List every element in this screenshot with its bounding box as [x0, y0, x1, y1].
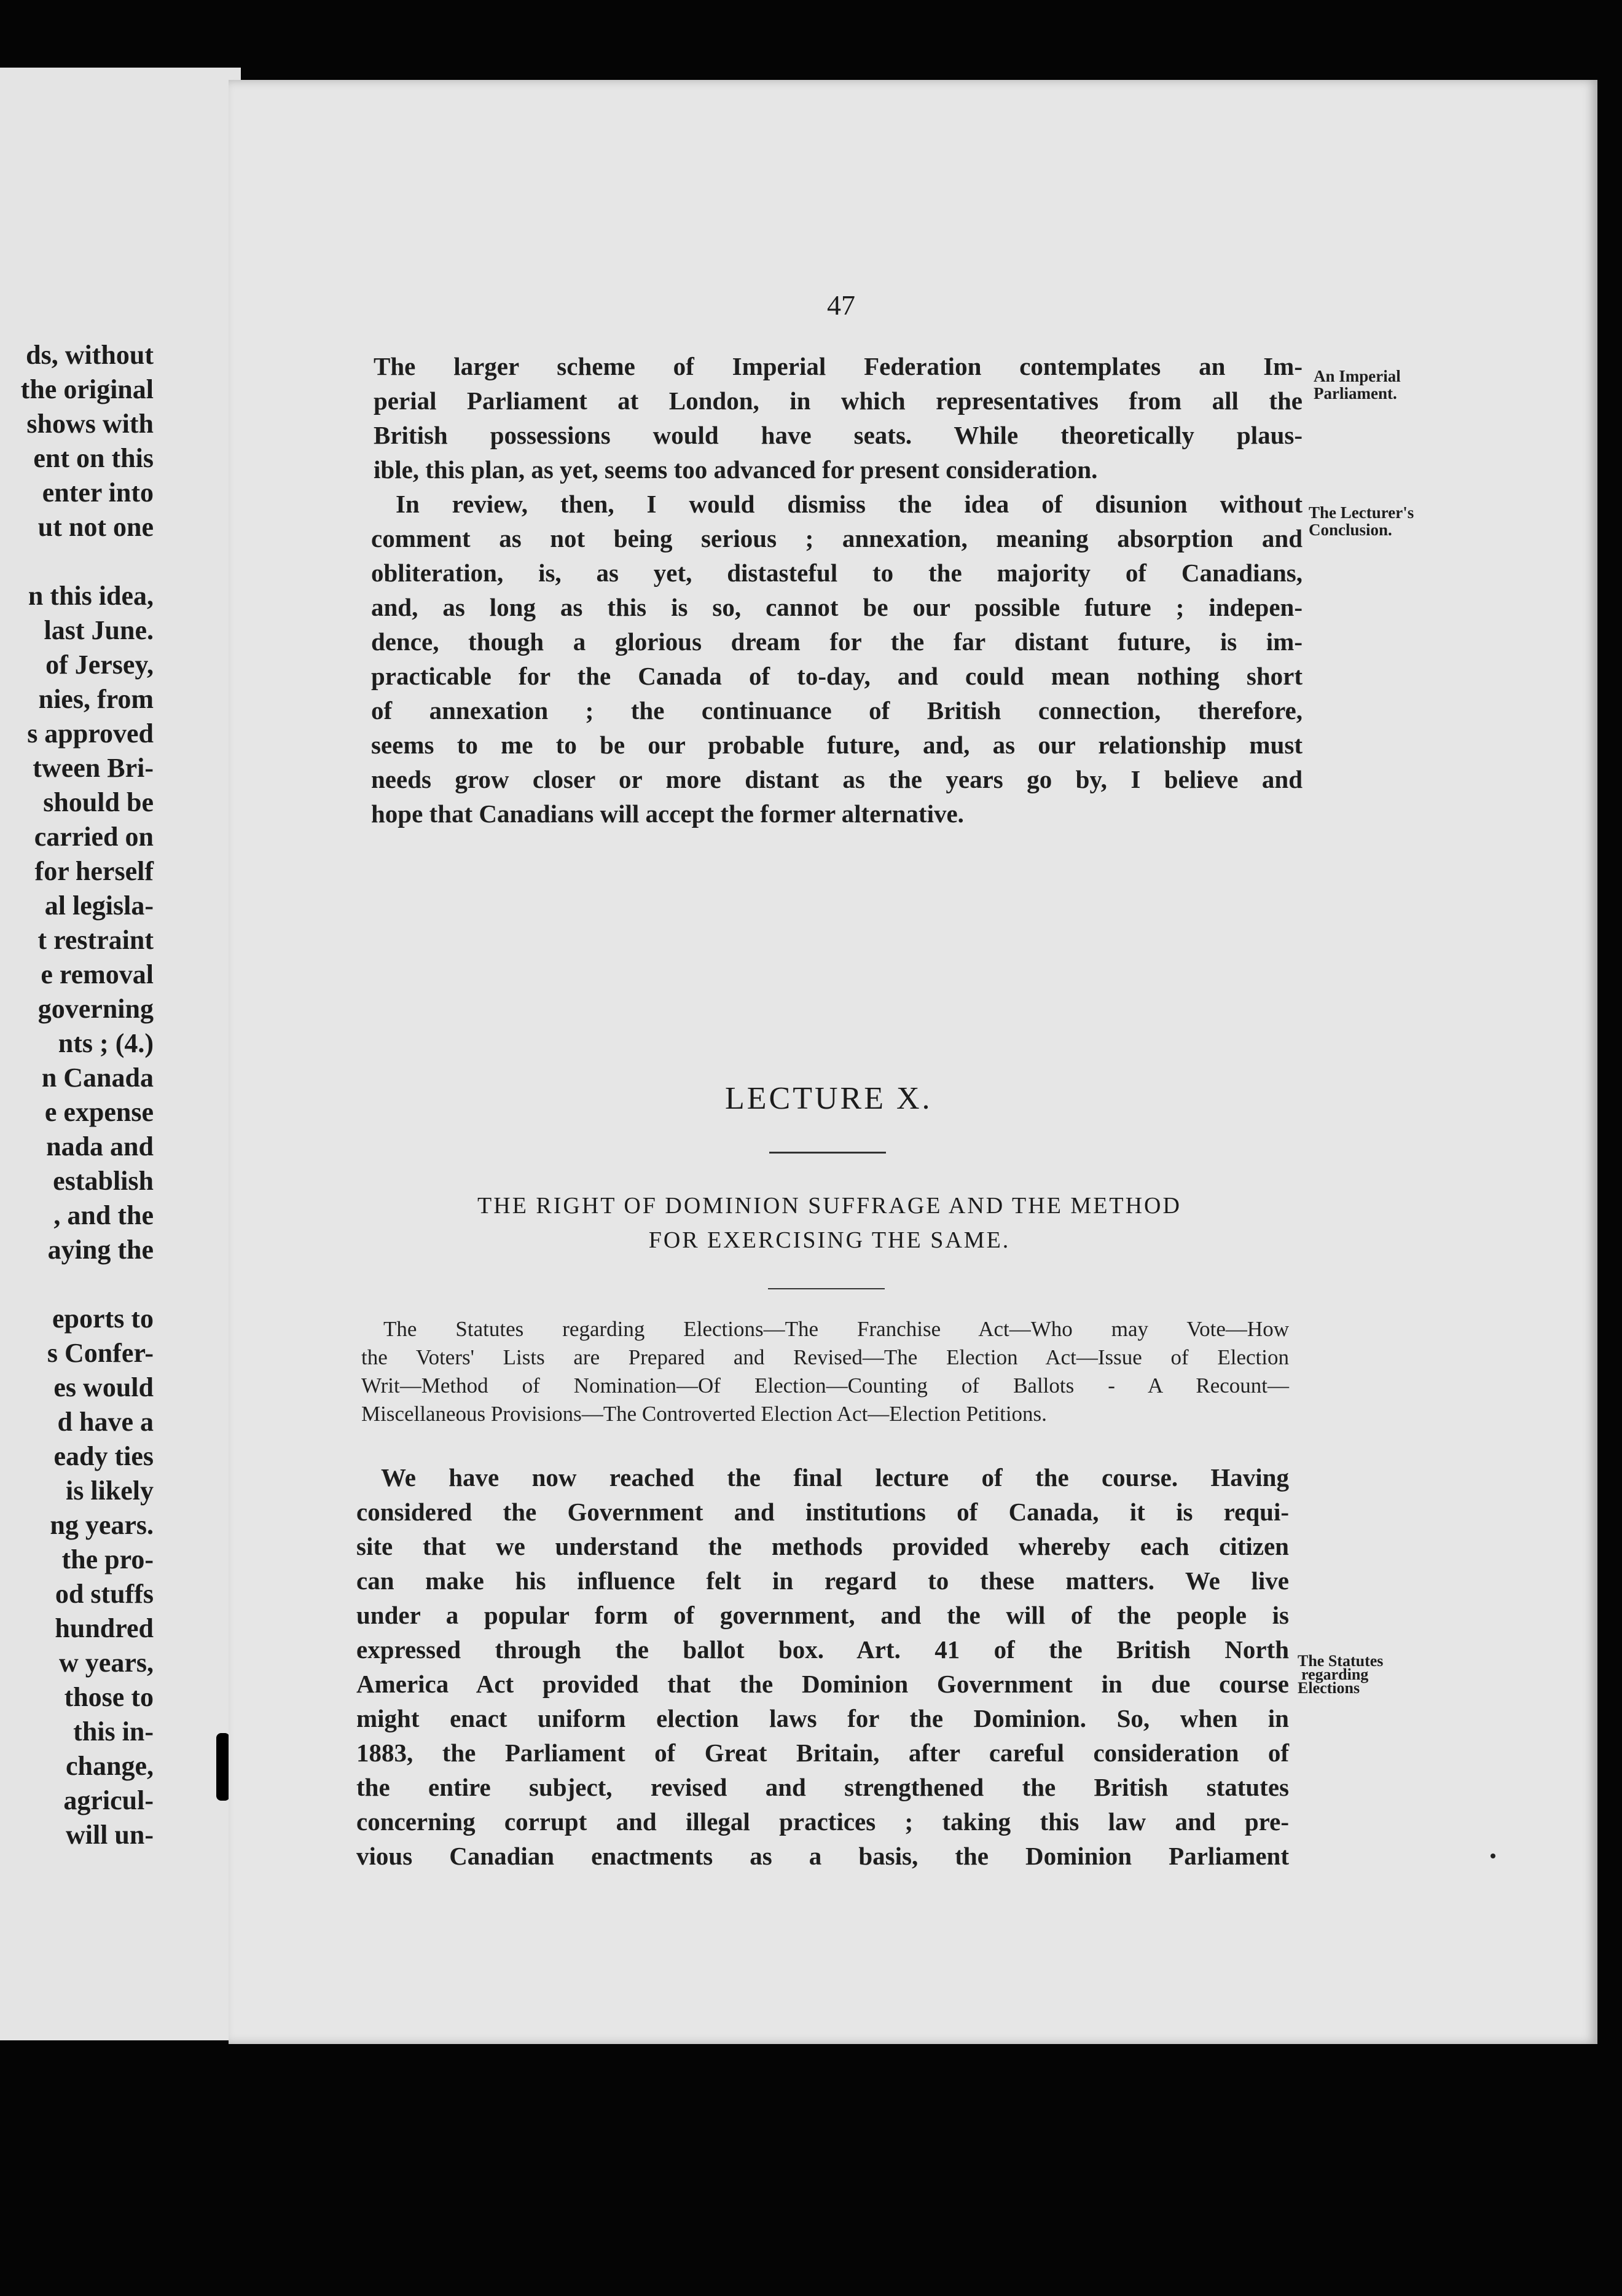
- left-page-line: nada and: [46, 1131, 154, 1162]
- synopsis-line: Miscellaneous Provisions—The Controverted Election Act—Election Petitions.: [361, 1402, 1047, 1426]
- paper-speck: [1491, 1854, 1495, 1858]
- text-line: perial Parliament at London, in which representatives from all the: [374, 387, 1303, 415]
- left-page-line: should be: [43, 787, 154, 817]
- margin-note-lecturers-conclusion: [1309, 504, 1414, 538]
- synopsis-line: the Voters' Lists are Prepared and Revised—The Election Act—Issue of Election: [361, 1345, 1289, 1369]
- left-page-line: es would: [53, 1372, 154, 1402]
- left-page-line: n Canada: [41, 1063, 154, 1093]
- left-page-text: [0, 338, 241, 1852]
- margin-note-statutes-regarding-elections: [1298, 1654, 1383, 1695]
- left-page-line: e removal: [41, 959, 154, 989]
- text-line: British possessions would have seats. While theoretically plaus-: [374, 421, 1303, 449]
- text-line: ible, this plan, as yet, seems too advanced for present consideration.: [374, 455, 1098, 484]
- left-page-line: n this idea,: [28, 581, 154, 611]
- margin-note-line: Conclusion.: [1309, 521, 1392, 539]
- lecture-title-line: FOR EXERCISING THE SAME.: [648, 1227, 1011, 1253]
- left-page-line: t restraint: [37, 925, 154, 955]
- text-line: considered the Government and institutions of Canada, it is requi-: [356, 1498, 1289, 1526]
- left-page-line: eady ties: [53, 1441, 154, 1471]
- left-page-line: [0, 1267, 241, 1302]
- left-page-line: w years,: [59, 1648, 154, 1678]
- text-line: The larger scheme of Imperial Federation contemplates an Im-: [374, 352, 1303, 380]
- left-page-line: ng years.: [50, 1510, 154, 1540]
- left-page-line: the original: [20, 374, 154, 404]
- left-page-line: nts ; (4.): [58, 1028, 154, 1058]
- left-page-line: the pro-: [61, 1544, 154, 1575]
- text-line: expressed through the ballot box. Art. 41 of the British North: [356, 1635, 1289, 1664]
- left-page-line: establish: [53, 1166, 154, 1196]
- margin-note-imperial-parliament: [1314, 368, 1401, 402]
- text-line: We have now reached the final lecture of the course. Having: [381, 1463, 1289, 1492]
- text-line: comment as not being serious ; annexation, meaning absorption and: [371, 524, 1303, 552]
- left-page-line: last June.: [44, 615, 154, 645]
- text-line: of annexation ; the continuance of British connection, therefore,: [371, 696, 1303, 725]
- left-page-line: od stuffs: [55, 1579, 154, 1609]
- text-line: can make his influence felt in regard to these matters. We live: [356, 1567, 1289, 1595]
- left-page-line: d have a: [57, 1407, 154, 1437]
- left-page-line: s approved: [27, 718, 154, 749]
- left-page-line: ds, without: [26, 340, 154, 370]
- left-page-line: nies, from: [38, 684, 154, 714]
- margin-note-line: An Imperial: [1314, 367, 1401, 385]
- margin-note-line: regarding: [1301, 1665, 1369, 1683]
- left-page-line: ent on this: [33, 443, 154, 473]
- left-page-line: [0, 545, 241, 579]
- left-page-line: e expense: [44, 1097, 154, 1127]
- paragraph-imperial-federation: [374, 349, 1303, 487]
- divider-rule: [768, 1288, 885, 1289]
- paragraph-review: [371, 487, 1303, 831]
- left-page-line: eports to: [52, 1303, 154, 1334]
- text-line: seems to me to be our probable future, and, as our relationship must: [371, 731, 1303, 759]
- page-binding: [216, 1733, 230, 1801]
- text-line: In review, then, I would dismiss the idea of disunion without: [396, 490, 1303, 518]
- synopsis-line: Writ—Method of Nomination—Of Election—Counting of Ballots - A Recount—: [361, 1374, 1289, 1398]
- left-page-fragment: [0, 68, 241, 2040]
- lecture-synopsis: [361, 1315, 1289, 1428]
- text-line: practicable for the Canada of to-day, and could mean nothing short: [371, 662, 1303, 690]
- left-page-line: change,: [66, 1751, 154, 1781]
- left-page-line: enter into: [42, 478, 154, 508]
- text-line: obliteration, is, as yet, distasteful to the majority of Canadians,: [371, 559, 1303, 587]
- text-line: under a popular form of government, and the will of the people is: [356, 1601, 1289, 1629]
- text-line: needs grow closer or more distant as the years go by, I believe and: [371, 765, 1303, 793]
- margin-note-line: The Lecturer's: [1309, 503, 1414, 522]
- lecture-number: LECTURE X.: [725, 1081, 933, 1116]
- left-page-line: governing: [37, 994, 154, 1024]
- text-line: 1883, the Parliament of Great Britain, after careful consideration of: [356, 1739, 1289, 1767]
- text-line: America Act provided that the Dominion Government in due course: [356, 1670, 1289, 1698]
- margin-note-line: The Statutes: [1298, 1652, 1384, 1670]
- left-page-line: al legisla-: [44, 890, 154, 921]
- left-page-line: for herself: [34, 856, 154, 886]
- left-page-line: of Jersey,: [45, 650, 154, 680]
- divider-rule: [769, 1152, 886, 1154]
- left-page-line: this in-: [73, 1716, 154, 1747]
- left-page-line: s Confer-: [47, 1338, 154, 1368]
- margin-note-line: Parliament.: [1314, 384, 1397, 403]
- text-line: might enact uniform election laws for the Dominion. So, when in: [356, 1704, 1289, 1732]
- paragraph-final-lecture: [356, 1460, 1289, 1873]
- text-line: vious Canadian enactments as a basis, the Dominion Parliament: [356, 1842, 1289, 1870]
- synopsis-line: The Statutes regarding Elections—The Franchise Act—Who may Vote—How: [383, 1317, 1289, 1341]
- left-page-line: agricul-: [63, 1785, 154, 1815]
- page-number: 47: [827, 289, 855, 321]
- text-line: concerning corrupt and illegal practices ; taking this law and pre-: [356, 1807, 1289, 1836]
- text-line: site that we understand the methods provided whereby each citizen: [356, 1532, 1289, 1560]
- lecture-title: [362, 1189, 1296, 1257]
- left-page-line: , and the: [53, 1200, 154, 1230]
- lecture-title-line: THE RIGHT OF DOMINION SUFFRAGE AND THE METHOD: [477, 1193, 1181, 1219]
- text-line: hope that Canadians will accept the former alternative.: [371, 800, 964, 828]
- text-line: dence, though a glorious dream for the far distant future, is im-: [371, 627, 1303, 656]
- text-line: and, as long as this is so, cannot be our possible future ; indepen-: [371, 593, 1303, 621]
- margin-note-line: Elections: [1298, 1679, 1360, 1697]
- left-page-line: those to: [64, 1682, 154, 1712]
- left-page-line: ut not one: [37, 512, 154, 542]
- left-page-line: shows with: [26, 409, 154, 439]
- left-page-line: aying the: [47, 1235, 154, 1265]
- left-page-line: will un-: [65, 1820, 154, 1850]
- left-page-line: is likely: [65, 1476, 154, 1506]
- left-page-line: hundred: [55, 1613, 154, 1643]
- text-line: the entire subject, revised and strengthened the British statutes: [356, 1773, 1289, 1801]
- left-page-line: carried on: [34, 822, 154, 852]
- left-page-line: tween Bri-: [33, 753, 154, 783]
